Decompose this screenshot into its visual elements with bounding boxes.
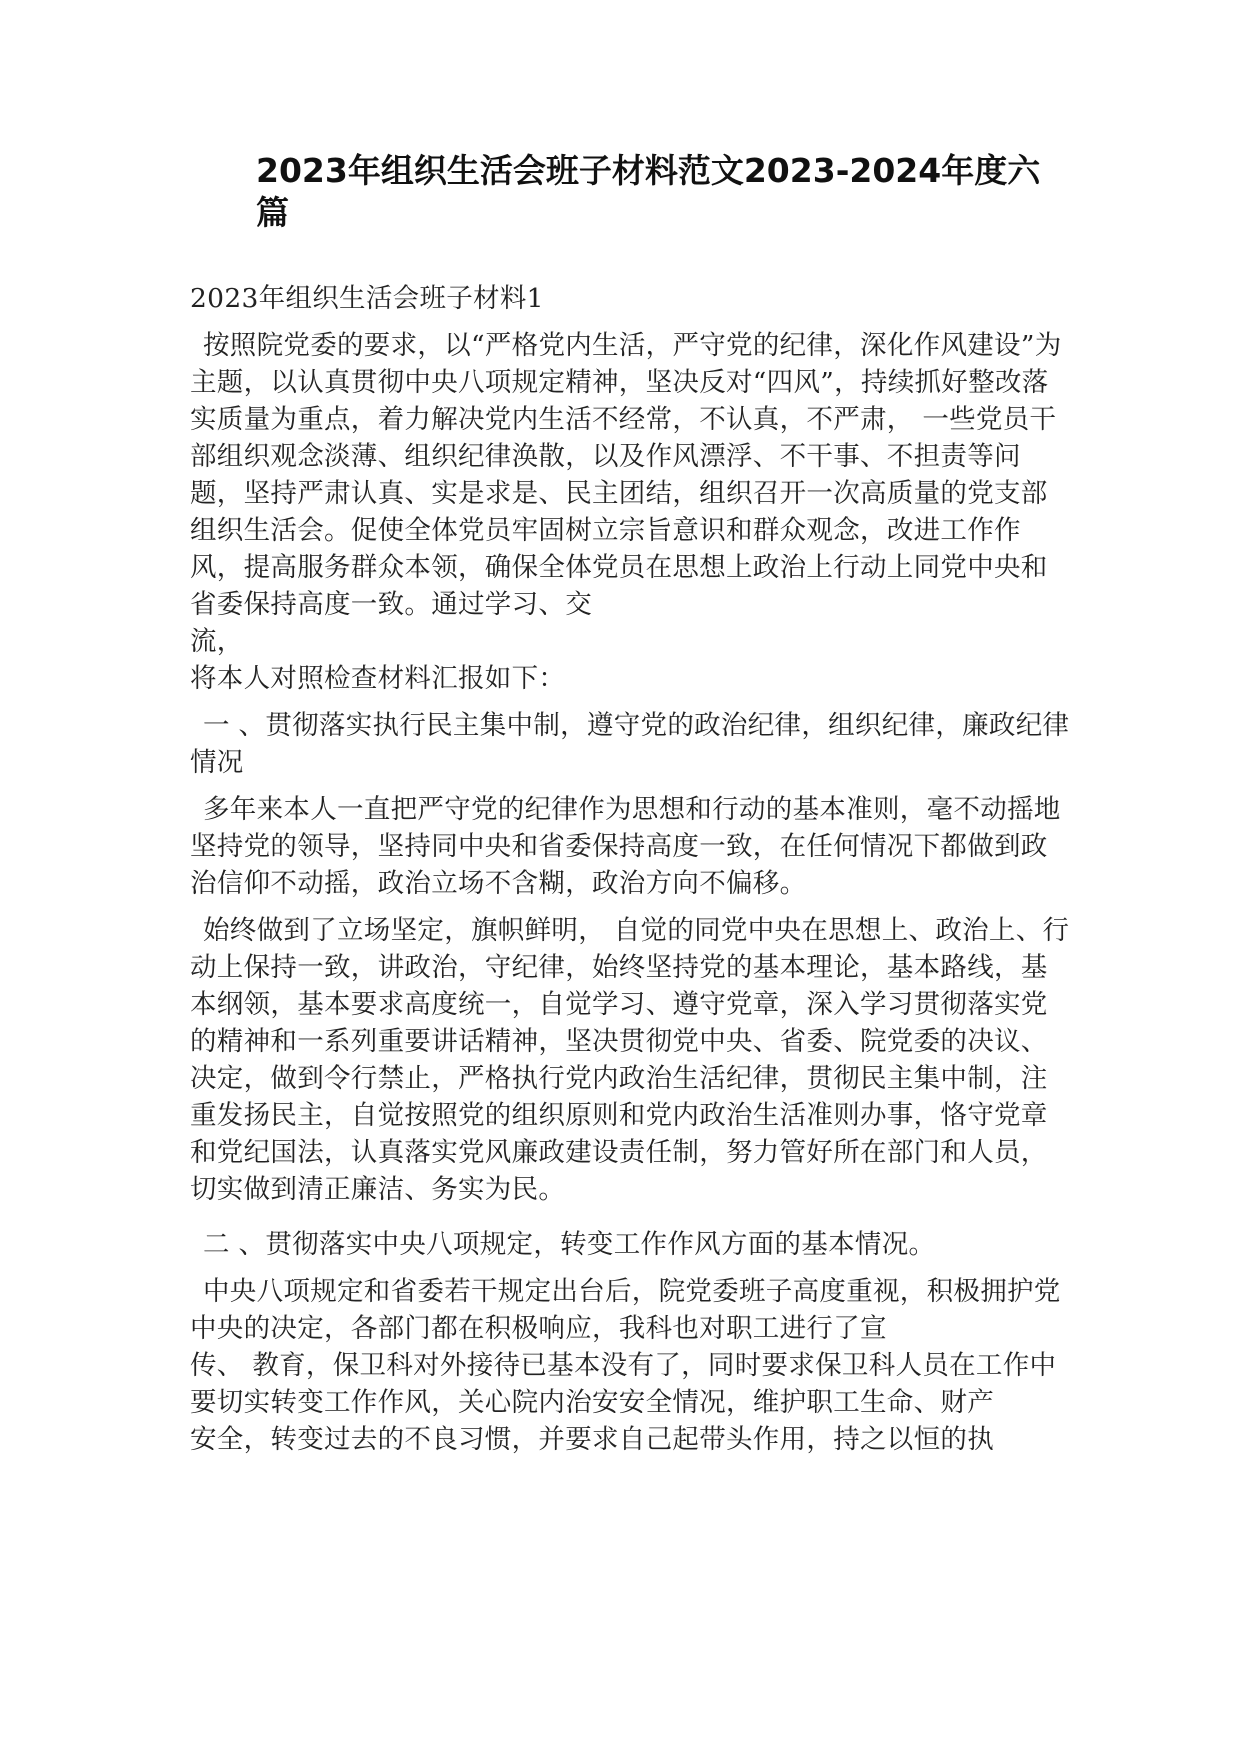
paragraph-intro-end: 流， [190, 626, 244, 657]
document-body [190, 280, 1070, 1458]
paragraph-report-lead: 将本人对照检查材料汇报如下： [190, 663, 566, 694]
paragraph-stance: 始终做到了立场坚定，旗帜鲜明， 自觉的同党中央在思想上、政治上、行动上保持一致，讲政治，守纪律，始终坚持党的基本理论，基本路线，基本纲领，基本要求高度统一，自觉学习、遵守党章，深入学习贯彻落实党的精神和一系列重要讲话精神，坚决贯彻党中央、省委、院党委的决议、决定，做到令行禁止，严格执行党内政治生活纪律，贯彻民主集中制，注重发扬民主，自觉按照党的组织原则和党内政治生活准则办事，恪守党章和党纪国法，认真落实党风廉政建设责任制，努力管好所在部门和人员，切实做到清正廉洁、务实为民。 [190, 915, 1070, 1205]
paragraph-intro: 按照院党委的要求，以“严格党内生活，严守党的纪律，深化作风建设”为主题，以认真贯彻中央八项规定精神，坚决反对“四风”，持续抓好整改落实质量为重点，着力解决党内生活不经常，不认真，不严肃， 一些党员干部组织观念淡薄、组织纪律涣散，以及作风漂浮、不干事、不担责等问题，坚持严肃认真、实是求是、民主团结，组织召开一次高质量的党支部组织生活会。促使全体党员牢固树立宗旨意识和群众观念，改进工作作风，提高服务群众本领，确保全体党员在思想上政治上行动上同党中央和省委保持高度一致。通过学习、交 [190, 330, 1062, 620]
paragraph-eight-rules: 中央八项规定和省委若干规定出台后，院党委班子高度重视，积极拥护党中央的决定，各部门都在积极响应，我科也对职工进行了宣 [190, 1276, 1061, 1344]
section-heading: 2023年组织生活会班子材料1 [190, 283, 544, 314]
heading-item-one: 一 、贯彻落实执行民主集中制，遵守党的政治纪律，组织纪律，廉政纪律情况 [190, 710, 1070, 778]
document-title: 2023年组织生活会班子材料范文2023-2024年度六篇 [256, 151, 1041, 232]
paragraph-eight-rules-cont: 传、 教育，保卫科对外接待已基本没有了，同时要求保卫科人员在工作中 要切实转变工作作风，关心院内治安安全情况，维护职工生命、财产 [190, 1350, 1057, 1418]
paragraph-discipline: 多年来本人一直把严守党的纪律作为思想和行动的基本准则，毫不动摇地坚持党的领导，坚持同中央和省委保持高度一致，在任何情况下都做到政治信仰不动摇，政治立场不含糊，政治方向不偏移。 [190, 794, 1061, 899]
paragraph-eight-rules-end: 安全，转变过去的不良习惯，并要求自己起带头作用，持之以恒的执 [190, 1424, 994, 1455]
heading-item-two: 二 、贯彻落实中央八项规定，转变工作作风方面的基本情况。 [203, 1229, 936, 1260]
